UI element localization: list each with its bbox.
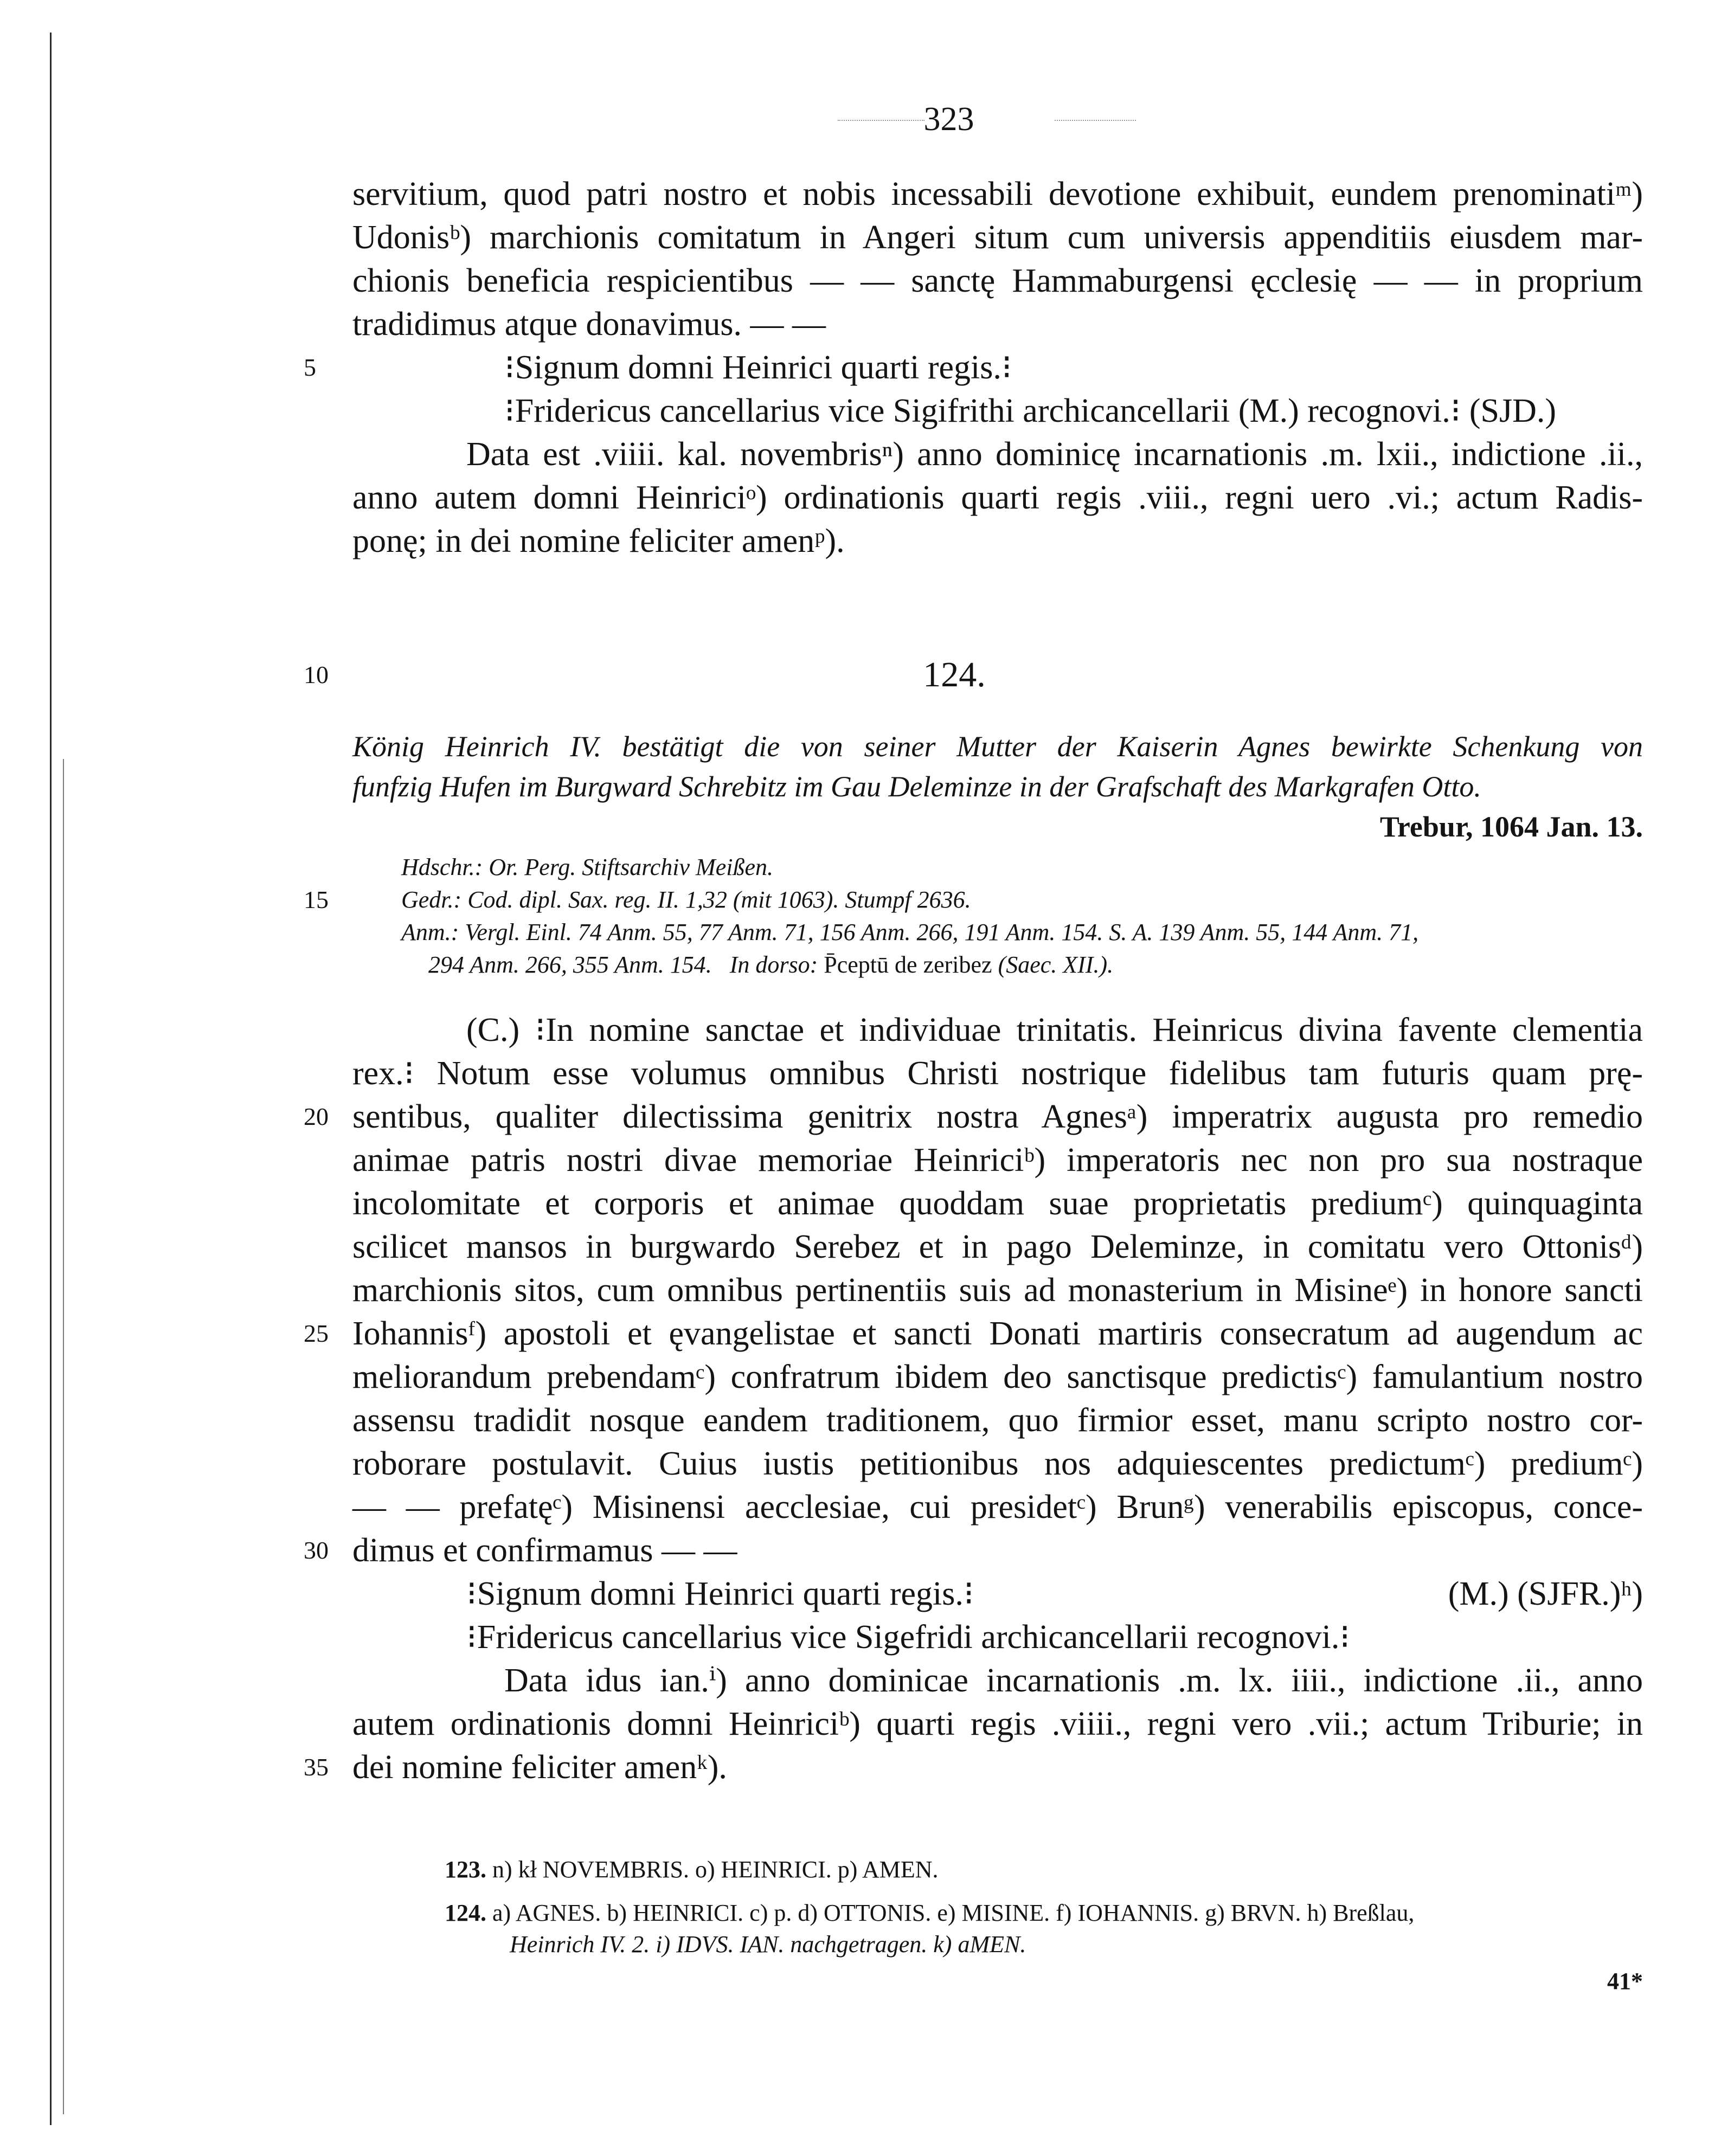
- text-line: marchionis sitos, cum omnibus pertinentiis suis ad monasterium in Misineᵉ) in honore sancti: [352, 1272, 1643, 1309]
- monogram-seal-note: (M.) (SJFR.)ʰ): [1448, 1575, 1643, 1612]
- dating-line: Data idus ian.ⁱ) anno dominicae incarnationis .m. lx. iiii., indictione .ii., anno: [504, 1662, 1643, 1699]
- date-place: Trebur, 1064 Jan. 13.: [1379, 810, 1643, 843]
- footnote-text: Heinrich IV. 2. i) IDVS. IAN. nachgetragen. k) aMEN.: [510, 1931, 1026, 1958]
- footnote-text: a) AGNES. b) HEINRICI. c) p. d) OTTONIS. e) MISINE. f) IOHANNIS. g) BRVN. h) Breßlau,: [492, 1900, 1415, 1926]
- text-line: dimus et confirmamus — —: [352, 1532, 737, 1569]
- text-line: chionis beneficia respicientibus — — sanctę Hammaburgensi ęcclesię — — in proprium: [352, 262, 1643, 299]
- line-number: 5: [304, 353, 316, 381]
- regest-line: funfzig Hufen im Burgward Schrebitz im Gau Deleminze in der Grafschaft des Markgrafen Otto.: [352, 770, 1481, 803]
- dorso-dating: (Saec. XII.).: [998, 951, 1114, 978]
- footnote-124: [445, 1897, 1643, 1929]
- line-number: 35: [304, 1753, 329, 1781]
- text-line: Udonisᵇ) marchionis comitatum in Angeri situm cum universis appenditiis eiusdem mar-: [352, 219, 1643, 256]
- source-label: Anm.:: [401, 919, 459, 945]
- recognition-line: ⁝Fridericus cancellarius vice Sigifrithi archicancellarii (M.) recognovi.⁝ (SJD.): [504, 392, 1557, 429]
- text-line: assensu tradidit nosque eandem traditionem, quo firmior esset, manu scripto nostro cor-: [352, 1402, 1643, 1439]
- footnote-number: 124.: [445, 1900, 486, 1926]
- line-number: 15: [304, 886, 329, 913]
- footnote-number: 123.: [445, 1856, 486, 1883]
- text-line: incolomitate et corporis et animae quoddam suae proprietatis prediumᶜ) quinquaginta: [352, 1185, 1643, 1222]
- text-line: anno autem domni Heinriciᵒ) ordinationis quarti regis .viii., regni uero .vi.; actum Radis-: [352, 479, 1643, 516]
- text-line: rex.⁝ Notum esse volumus omnibus Christi nostrique fidelibus tam futuris quam prę-: [352, 1055, 1643, 1092]
- text-line: ponę; in dei nomine feliciter amenᵖ).: [352, 523, 845, 559]
- page-number: 323: [923, 101, 974, 138]
- footnote-124-cont: [510, 1929, 1708, 1960]
- text-line: tradidimus atque donavimus. — —: [352, 306, 826, 343]
- source-anm-cont: [428, 949, 1670, 981]
- header-rule-right: [1055, 120, 1136, 121]
- text-line: sentibus, qualiter dilectissima genitrix nostra Agnesᵃ) imperatrix augusta pro remedio: [352, 1098, 1643, 1135]
- text-line: animae patris nostri divae memoriae Heinriciᵇ) imperatoris nec non pro sua nostraque: [352, 1142, 1643, 1179]
- text-line: dei nomine feliciter amenᵏ).: [352, 1749, 727, 1786]
- text-line: scilicet mansos in burgwardo Serebez et in pago Deleminze, in comitatu vero Ottonisᵈ): [352, 1228, 1643, 1265]
- dorso-text: P̄ceptū de zeribez: [824, 951, 992, 978]
- source-text: Or. Perg. Stiftsarchiv Meißen.: [489, 854, 773, 880]
- source-hdschr: [401, 851, 1643, 884]
- line-number: 25: [304, 1320, 329, 1347]
- regest-line: König Heinrich IV. bestätigt die von seiner Mutter der Kaiserin Agnes bewirkte Schenkung von: [352, 730, 1643, 763]
- text-line: Iohannisᶠ) apostoli et ęvangelistae et sancti Donati martiris consecratum ad augendum ac: [352, 1315, 1643, 1352]
- line-number: 20: [304, 1103, 329, 1130]
- source-text: Vergl. Einl. 74 Anm. 55, 77 Anm. 71, 156 Anm. 266, 191 Anm. 154. S. A. 139 Anm. 55, 144 Anm. 71,: [465, 919, 1419, 945]
- source-text: Cod. dipl. Sax. reg. II. 1,32 (mit 1063). Stumpf 2636.: [467, 886, 971, 913]
- signum-line: ⁝Signum domni Heinrici quarti regis.⁝: [466, 1575, 974, 1612]
- source-label: Hdschr.:: [401, 854, 483, 880]
- text-line: autem ordinationis domni Heinriciᵇ) quarti regis .viiii., regni vero .vii.; actum Triburie; in: [352, 1706, 1643, 1742]
- footnote-text: n) kł NOVEMBRIS. o) HEINRICI. p) AMEN.: [492, 1856, 939, 1883]
- footnote-123: [445, 1854, 1643, 1885]
- text-line: servitium, quod patri nostro et nobis incessabili devotione exhibuit, eundem prenominatiᵐ): [352, 176, 1643, 213]
- source-anm: [401, 916, 1643, 949]
- binding-edge-line: [50, 33, 52, 2125]
- dating-line: Data est .viiii. kal. novembrisⁿ) anno dominicę incarnationis .m. lxii., indictione .ii.,: [466, 436, 1643, 473]
- line-number: 30: [304, 1536, 329, 1564]
- text-line: — — prefatęᶜ) Misinensi aecclesiae, cui presidetᶜ) Brunᵍ) venerabilis episcopus, conce-: [352, 1489, 1643, 1526]
- text-line: meliorandum prebendamᶜ) confratrum ibidem deo sanctisque predictisᶜ) famulantium nostro: [352, 1359, 1643, 1395]
- source-label: In dorso:: [729, 951, 818, 978]
- recognition-line: ⁝Fridericus cancellarius vice Sigefridi archicancellarii recognovi.⁝: [466, 1619, 1351, 1656]
- binding-edge-line: [63, 759, 64, 2114]
- line-number: 10: [304, 661, 329, 688]
- sheet-signature: 41*: [1607, 1968, 1643, 1994]
- source-text: 294 Anm. 266, 355 Anm. 154.: [428, 951, 712, 978]
- signum-line: ⁝Signum domni Heinrici quarti regis.⁝: [504, 349, 1012, 386]
- source-label: Gedr.:: [401, 886, 462, 913]
- source-gedr: [401, 884, 1643, 916]
- document-number: 124.: [923, 655, 986, 694]
- text-line: (C.) ⁝In nomine sanctae et individuae trinitatis. Heinricus divina favente clementia: [466, 1012, 1643, 1048]
- text-line: roborare postulavit. Cuius iustis petitionibus nos adquiescentes predictumᶜ) prediumᶜ): [352, 1445, 1643, 1482]
